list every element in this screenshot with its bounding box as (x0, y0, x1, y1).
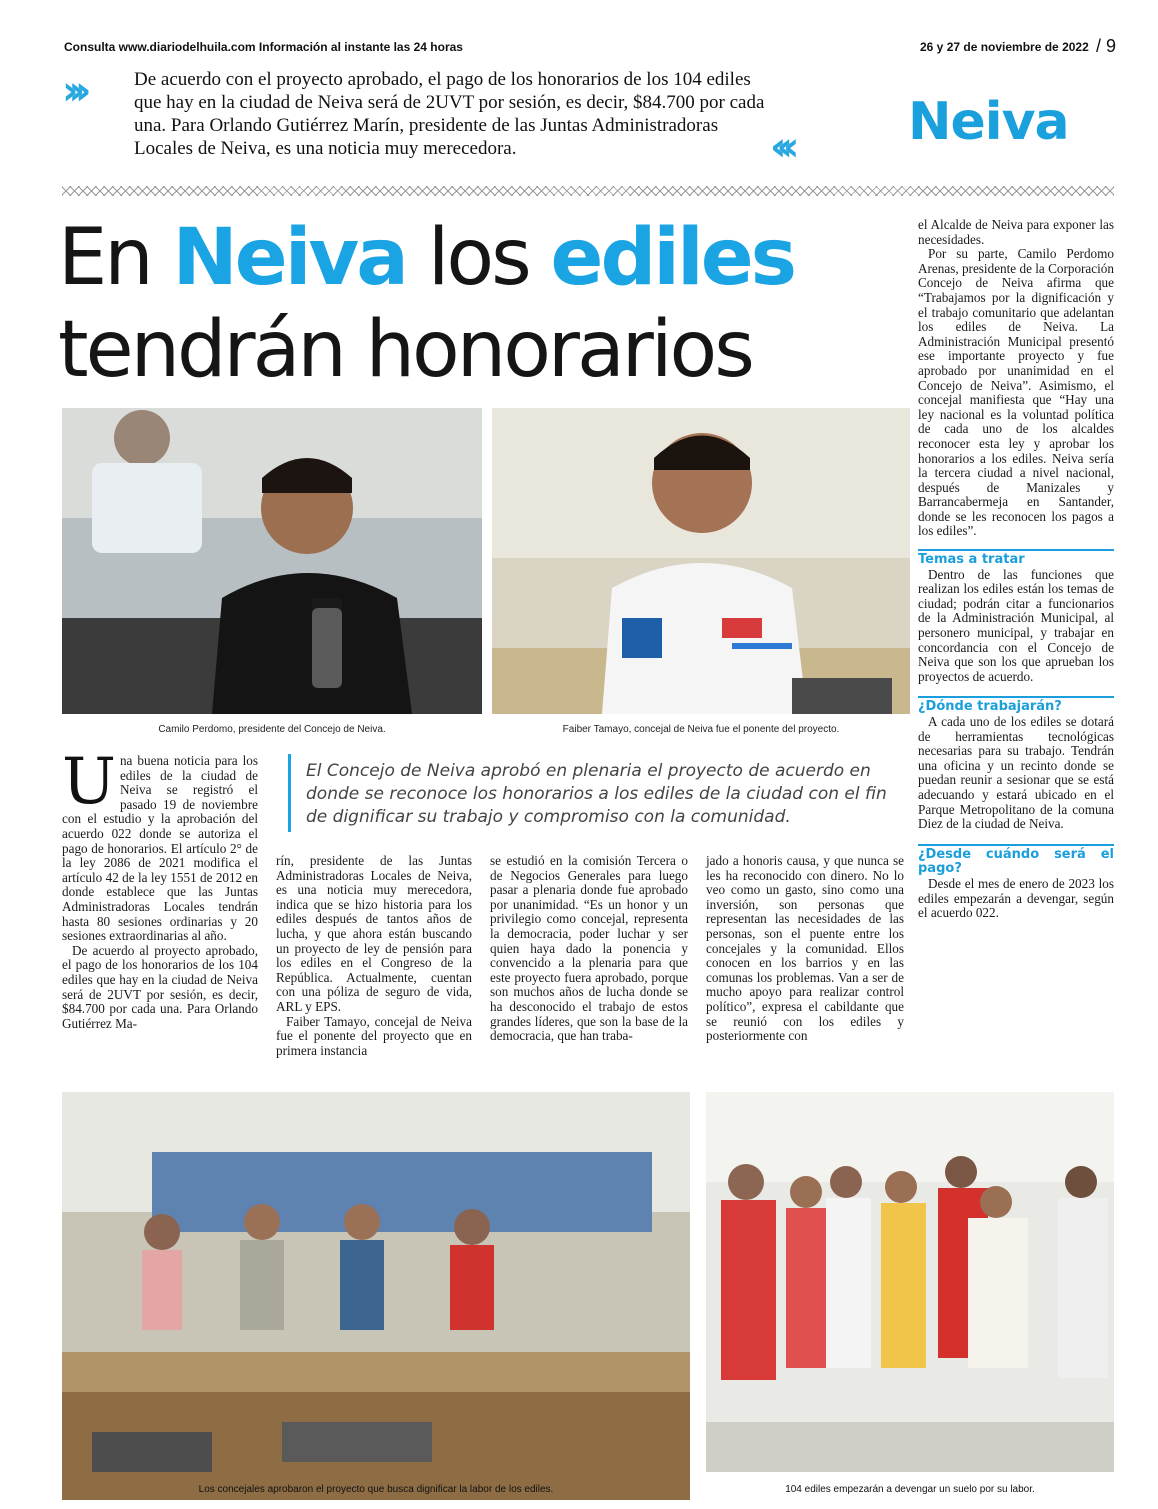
drop-cap: U (62, 745, 116, 819)
issue-date: 26 y 27 de noviembre de 2022 (920, 40, 1089, 54)
pull-quote: El Concejo de Neiva aprobó en plenaria el proyecto de acuerdo en donde se reconoce los honorarios a los ediles de la ciudad con el fin de dignificar su trabajo y compromiso con la comunidad. (306, 761, 887, 827)
body-paragraph: Dentro de las funciones que realizan los ediles están los temas de ciudad; podrán citar a funcionarios de la Administración Municipal, al personero municipal, y trabajar en concordancia con el Concejo de Neiva que son los que aprueban los proyectos de acuerdo. (918, 566, 1114, 684)
caption-photo1: Camilo Perdomo, presidente del Concejo de Neiva. (158, 724, 386, 735)
body-paragraph: Desde el mes de enero de 2023 los ediles empezarán a devengar, según el acuerdo 022. (918, 875, 1114, 921)
chevron-left-icon: ‹‹‹ (770, 124, 790, 170)
intro-lead: De acuerdo con el proyecto aprobado, el pago de los honorarios de los 104 ediles que hay en la ciudad de Neiva será de 2UVT por sesión, es decir, $84.700 por cada una. Para Orlando Gutiérrez Marín, presidente de las Juntas Administradoras Locales de Neiva, es una noticia muy merecedora. (134, 69, 765, 159)
photo-camilo-perdomo (62, 408, 482, 714)
subhead-desde-cuando: ¿Desde cuándo será el pago? (918, 844, 1114, 877)
body-paragraph: na buena noticia para los ediles de la ciudad de Neiva se registró el pasado 19 de noviembre con el estudio y la aprobación del acuerdo 022 donde se autoriza el pago de honorarios. El artículo 2° de la ley 2086 de 2021 modifica el artículo 42 de la ley 1551 de 2012 en donde establece que las Juntas Administradoras Locales tendrán hasta 80 sesiones ordinarias y 20 sesiones extraordinarias al año. (62, 753, 258, 944)
headline-line1 (58, 214, 794, 302)
body-paragraph: Por su parte, Camilo Perdomo Arenas, presidente de la Corporación Concejo de Neiva afirma que “Trabajamos por la dignificación y el trabajo comunitario que adelantan los ediles de Neiva. La Administración Municipal presentó ese importante proyecto y fue aprobado por unanimidad en el Concejo de Neiva”. Asimismo, el concejal manifiesta que “Hay una ley nacional es la voluntad política de cada uno de los alcaldes reconocer esta ley y aprobar los honorarios a los ediles. Neiva sería la tercera ciudad a nivel nacional, después de Manizales y Barrancabermeja en Santander, donde se les reconocen los pagos a los ediles”. (918, 246, 1114, 539)
body-paragraph: De acuerdo al proyecto aprobado, el pago de los honorarios de los 104 ediles que hay en la ciudad de Neiva será de 2UVT por sesión, es decir, $84.700 por cada una. Para Orlando Gutiérrez Ma- (62, 942, 258, 1031)
headline-line2: tendrán honorarios (58, 305, 752, 395)
body-paragraph: Faiber Tamayo, concejal de Neiva fue el ponente del proyecto que en primera instancia (276, 1013, 472, 1058)
site-consulta: Consulta www.diariodelhuila.com Información al instante las 24 horas (64, 40, 463, 54)
headline-word: los (427, 213, 529, 303)
body-column-right (918, 218, 1114, 921)
chevron-right-icon: ››› (62, 68, 82, 114)
caption-photo3: Los concejales aprobaron el proyecto que busca dignificar la labor de los ediles. (198, 1484, 554, 1495)
photo-concejales (62, 1092, 690, 1500)
quote-bar (288, 754, 291, 832)
body-paragraph: rín, presidente de las Juntas Administradoras Locales de Neiva, es una noticia muy merecedora, indica que se hizo historia para los ediles después de tantos años de lucha, y que ahora están buscando un proyecto de ley de pensión para los ediles en el Congreso de la República. Actualmente, cuentan con una póliza de seguro de vida, ARL y EPS. (276, 853, 472, 1014)
body-paragraph: A cada uno de los ediles se dotará de herramientas tecnológicas necesarias para su trabajo. Tendrán una oficina y un recinto donde se puedan reunir a sesionar que se está adecuando y estará ubicado en el Parque Metropolitano de la comuna Diez de la ciudad de Neiva. (918, 714, 1114, 832)
photo-ediles (706, 1092, 1114, 1472)
caption-photo2: Faiber Tamayo, concejal de Neiva fue el ponente del proyecto. (562, 724, 840, 735)
body-column-3 (490, 854, 688, 1044)
photo-faiber-tamayo (492, 408, 910, 714)
subhead-donde: ¿Dónde trabajarán? (918, 696, 1114, 715)
body-column-1 (62, 745, 258, 1031)
body-paragraph: jado a honoris causa, y que nunca se les ha reconocido con dinero. No lo veo como un gasto, sino como una inversión, son personas que representan las necesidades de las personas, son el puente entre los concejales y la comunidad. Ellos conocen en los barrios y en las comunas los problemas. Van a ser de mucho apoyo para realizar control político”, expresa el cabildante que se reunió con los ediles y posteriormente con (706, 853, 904, 1044)
headline-word-highlight: ediles (550, 213, 795, 303)
caption-photo4: 104 ediles empezarán a devengar un suelo por su labor. (785, 1484, 1035, 1495)
body-column-2 (276, 854, 472, 1058)
subhead-temas: Temas a tratar (918, 549, 1114, 568)
body-paragraph: se estudió en la comisión Tercera o de Negocios Generales para luego pasar a plenaria donde fue aprobado por unanimidad. “Es un honor y un privilegio como concejal, representa la democracia, poder luchar y ser quien haya dado la ponencia y convencido a la plenaria para que este proyecto fuera aprobado, porque son muchos años de lucha donde se ha desconocido el trabajo de estos grandes líderes, que son la base de la democracia, que han traba- (490, 853, 688, 1044)
section-title: Neiva (908, 92, 1069, 152)
page-number: / 9 (1096, 36, 1117, 56)
body-column-4 (706, 854, 904, 1044)
headline-word-highlight: Neiva (172, 213, 406, 303)
body-paragraph: el Alcalde de Neiva para exponer las necesidades. (918, 217, 1114, 247)
section-divider (62, 186, 1114, 196)
headline-word: En (58, 213, 151, 303)
